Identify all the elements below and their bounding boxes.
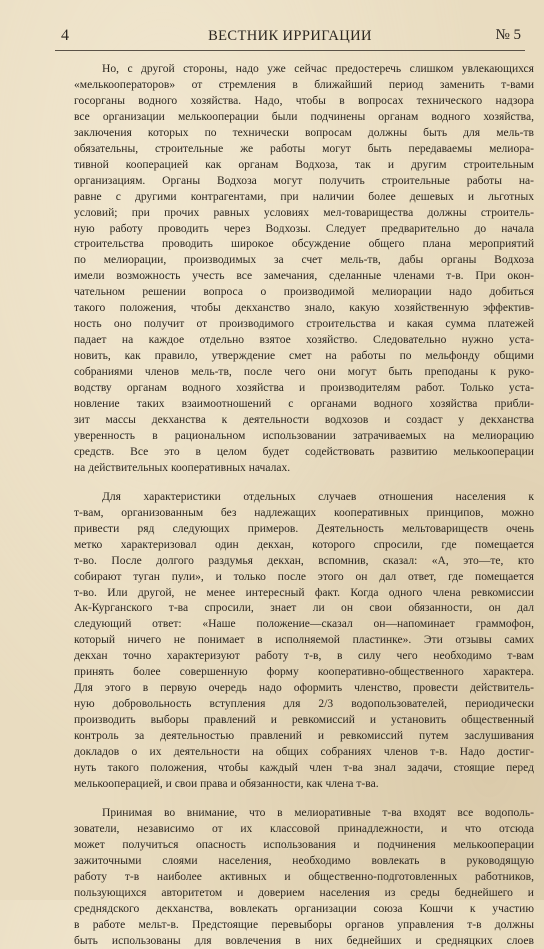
text-line: Но, с другой стороны, надо уже сейчас предостеречь слишком увлекающихся	[102, 63, 534, 75]
text-line: падает на каждое отдельно взятое хозяйство. Следовательно нужно уста-	[74, 334, 534, 347]
text-line: принять более совершенную форму кооперативно-общественного характера.	[74, 666, 534, 679]
text-line: чательном решении вопроса о производимой мелиорации надо добиться	[74, 286, 534, 299]
text-line: строительства проводить широкое обсуждение общего плана мероприятий	[74, 238, 534, 251]
text-line: докладов о их деятельности на общих собраниях членов т-в. Надо достиг-	[74, 746, 534, 759]
text-line: зователи, независимо от их классовой принадлежности, и что отсюда	[74, 822, 534, 835]
text-line: быть использованы для вовлечения в них беднейших и средняцких слоев	[74, 934, 534, 947]
text-line: Для этого в первую очередь надо оформить членство, провести действитель-	[74, 682, 534, 695]
text-line: в работе мельт-в. Предстоящие перевыборы органов управления т-в должны	[74, 918, 534, 931]
text-line: Для характеристики отдельных случаев отношения населения к	[102, 490, 534, 503]
text-line: декхан точно характеризуют работу т-в, в силу чего необходимо т-вам	[74, 650, 534, 663]
text-line: мелькооперацией, и свои права и обязанности, как члена т-ва.	[74, 777, 379, 790]
text-line: водству органам водного хозяйства и производителям работ. Только уста-	[74, 382, 534, 395]
text-line: т-во. Или другой, не менее интересный факт. Когда одного члена ревкомиссии	[74, 586, 534, 599]
text-line: заключения которых по технически вопросам должны быть для мель-тв	[74, 126, 534, 139]
paragraph-1	[74, 62, 534, 477]
text-line: контроль за деятельностью правлений и ревкомиссий путем заслушивания	[74, 730, 534, 743]
text-line: равне с другими контрагентами, при наличии более дешевых и льготных	[74, 190, 534, 203]
text-line: уверенность в рациональном использовании затрачиваемых на мелиорацию	[74, 429, 534, 442]
text-line: госорганы водного хозяйства. Надо, чтобы в вопросах технического надзора	[74, 94, 534, 107]
text-line: который ничего не понимает в исполняемой пластинке». Эти отзывы самих	[74, 634, 534, 647]
text-line: ную добровольность вступления для 2/3 водопользователей, периодически	[74, 698, 534, 711]
text-line: нуть такого положения, чтобы каждый член т-ва знал задачи, стоящие перед	[74, 761, 534, 774]
paragraph-2	[74, 490, 534, 793]
paragraph-3	[74, 806, 534, 949]
text-line: обязательны, строительные же работы могут быть передаваемы мелиора-	[74, 142, 534, 155]
text-line: «мелькооператоров» от стремления в ближайший период заменить т-вами	[74, 78, 534, 91]
text-line: среднядского декханства, вовлекать организации союза Кошчи к участию	[74, 902, 534, 915]
text-line: т-вам, организованным без надлежащих кооперативных принципов, можно	[74, 506, 534, 519]
text-line: привести ряд следующих примеров. Деятельность мельтовариществ очень	[74, 522, 534, 535]
text-line: по мелиорации, производимых за счет мель-тв, дабы органы Водхоза	[74, 254, 534, 267]
text-line: новить, как правило, утверждение смет на работы по мельфонду общими	[74, 350, 534, 363]
page-number: 4	[61, 27, 69, 44]
text-line: ность оно получит от производимого строительства и какая сумма платежей	[74, 318, 534, 331]
text-line: пользующихся авторитетом и доверием населения из среды беднейшего и	[74, 886, 534, 899]
text-line: может получиться опасность использования и подчинения мелькооперации	[74, 838, 534, 851]
text-line: на действительных кооперативных началах.	[74, 461, 291, 474]
text-line: зит массы декханства к деятельности водхозов и создаст у декханства	[74, 413, 534, 426]
text-line: имели возможность учесть все замечания, сделанные членами т-в. При окон-	[74, 270, 534, 283]
text-line: новление таких взаимоотношений с органами водного хозяйства прибли-	[74, 398, 534, 411]
article-body	[74, 62, 534, 949]
journal-title: ВЕСТНИК ИРРИГАЦИИ	[208, 28, 372, 44]
text-line: такого положения, чтобы декханство знало, какую хозяйственную эффектив-	[74, 302, 534, 315]
text-line: Ак-Курганского т-ва спросили, знает ли он свои обязанности, он дал	[74, 602, 534, 615]
text-line: организациям. Органы Водхоза могут получить строительные работы на-	[74, 174, 534, 187]
text-line: следующий ответ: «Наше положение—сказал он—напоминает граммофон,	[74, 618, 534, 631]
text-line: т-во. После долгого раздумья декхан, вспомнив, сказал: «А, это—те, кто	[74, 554, 534, 567]
running-header	[55, 24, 525, 51]
text-line: ную работу проводить через Водхозы. Следует предварительно до начала	[74, 222, 534, 235]
text-line: средств. Все это в целом будет содействовать развитию мелькооперации	[74, 445, 534, 458]
text-line: собирают туган пули», и только после этого он дал ответ, где помещается	[74, 570, 534, 583]
issue-number: № 5	[495, 27, 521, 43]
text-line: зажиточными слоями населения, необходимо вовлекать в руководящую	[74, 854, 534, 867]
text-line: условий; при прочих равных условиях мел-товарищества должны строитель-	[74, 206, 534, 219]
text-line: работу т-в наиболее активных и общественно-подготовленных работников,	[74, 870, 534, 883]
text-line: собраниями членов мель-тв, после чего они могут быть преподаны к руко-	[74, 366, 534, 379]
text-line: тивной кооперацией как органам Водхоза, так и другим строительным	[74, 158, 534, 171]
text-line: производить выборы правлений и ревкомиссий и установить общественный	[74, 714, 534, 727]
text-line: Принимая во внимание, что в мелиоративные т-ва входят все водополь-	[102, 806, 534, 819]
text-line: метко характеризовал один декхан, которого спросили, где помещается	[74, 538, 534, 551]
text-line: все организации мелькооперации были подчинены органам водного хозяйства,	[74, 110, 534, 123]
